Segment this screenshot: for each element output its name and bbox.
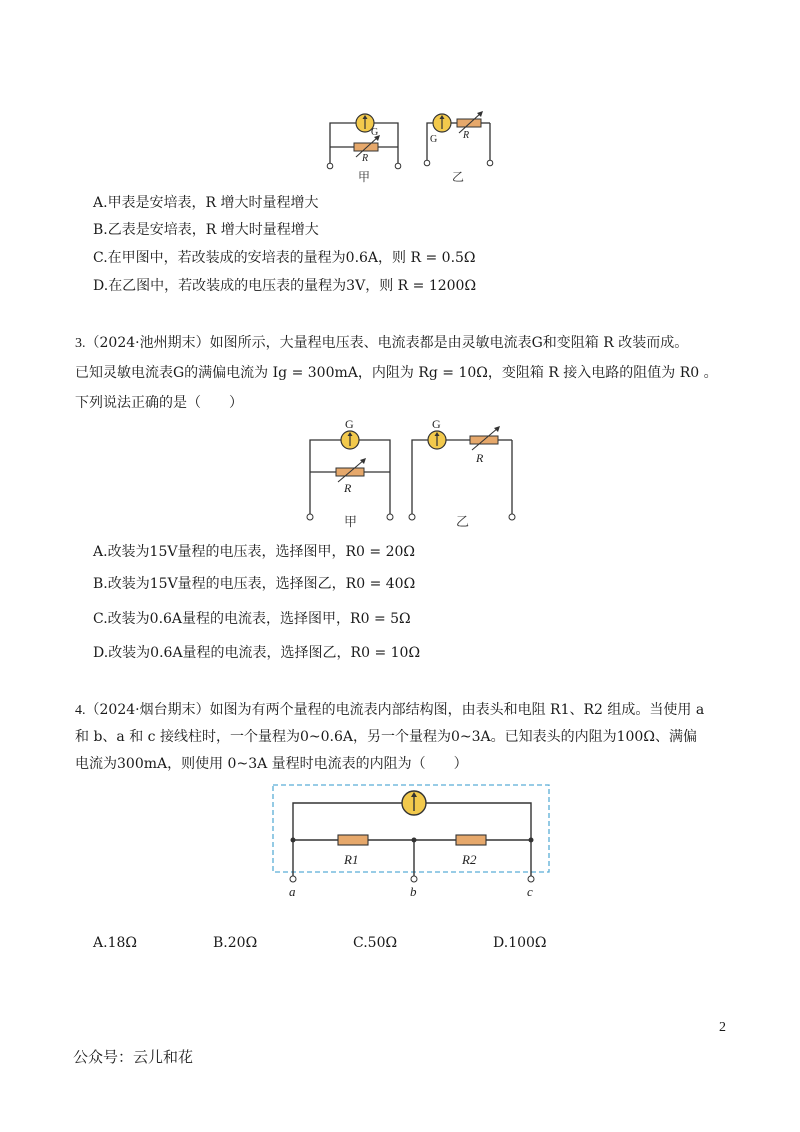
q2-fig-label-jia: 甲: [358, 170, 371, 184]
q2-circuit-figure: [320, 105, 510, 185]
option-letter: B.: [93, 576, 108, 592]
q4-text-1: 如图为有两个量程的电流表内部结构图，由表头和电阻 R1、R2 组成。当使用 a: [209, 702, 705, 718]
q3-option-b[interactable]: [93, 575, 415, 593]
q2-option-d[interactable]: [93, 277, 476, 295]
option-text: 20Ω: [227, 935, 258, 951]
q4-option-a[interactable]: [93, 934, 137, 952]
q2-option-c[interactable]: [93, 249, 476, 267]
option-text: 甲表是安培表，R 增大时量程增大: [107, 195, 319, 211]
q3-yi-resistor-icon: [470, 426, 500, 450]
q4-terminal-a: [290, 876, 296, 882]
footer-wechat-account: 公众号：云儿和花: [73, 1048, 194, 1066]
q2-yi-terminal-left: [424, 160, 430, 166]
q2-jia-g-label: G: [371, 127, 379, 138]
q2-yi-r-label: R: [463, 130, 470, 141]
option-text: 乙表是安培表，R 增大时量程增大: [107, 222, 319, 238]
q3-circuit-figure: [300, 420, 522, 530]
q3-yi-terminal-right: [509, 514, 515, 520]
option-text: 50Ω: [367, 935, 398, 951]
q2-jia-terminal-right: [395, 163, 401, 169]
q3-stem-line3: 下列说法正确的是（ ）: [75, 395, 243, 411]
option-letter: A.: [93, 544, 108, 560]
q3-text-1: 如图所示，大量程电压表、电流表都是由灵敏电流表G和变阻箱 R 改装而成。: [209, 335, 689, 351]
q3-stem-line2: 已知灵敏电流表G的满偏电流为 Ig = 300mA，内阻为 Rg = 10Ω，变阻箱 R 接入电路的阻值为 R0 。: [75, 365, 718, 381]
q2-yi-resistor-icon: [457, 111, 483, 133]
q2-fig-label-yi: 乙: [452, 170, 465, 184]
q3-jia-resistor-icon: [336, 458, 366, 482]
option-text: 在乙图中，若改装成的电压表的量程为3V，则 R = 1200Ω: [108, 278, 477, 294]
q4-stem-line3: 电流为300mA，则使用 0~3A 量程时电流表的内阻为（ ）: [75, 756, 468, 772]
q4-resistor-r2-icon: [456, 835, 486, 845]
option-letter: C.: [93, 611, 108, 627]
q4-option-c[interactable]: [353, 934, 397, 952]
q3-number: 3.: [75, 336, 86, 351]
option-text: 改装为15V量程的电压表，选择图甲，R0 = 20Ω: [107, 544, 415, 560]
q3-yi-r-label: R: [476, 451, 484, 465]
q3-option-d[interactable]: [93, 644, 420, 662]
q2-yi-terminal-right: [487, 160, 493, 166]
q2-jia-r-label: R: [362, 153, 369, 164]
q4-junction-c: [529, 838, 534, 843]
option-letter: C.: [353, 935, 368, 951]
option-letter: D.: [93, 278, 109, 294]
q3-jia-r-label: R: [344, 481, 352, 495]
option-text: 改装为0.6A量程的电流表，选择图乙，R0 = 10Ω: [108, 645, 421, 661]
q3-fig-label-jia: 甲: [344, 514, 358, 529]
option-text: 改装为15V量程的电压表，选择图乙，R0 = 40Ω: [107, 576, 416, 592]
q3-source: （2024·池州期末）: [85, 335, 210, 351]
q4-r2-label: R2: [462, 852, 477, 867]
q3-jia-g-label: G: [345, 420, 354, 431]
option-text: 在甲图中，若改装成的安培表的量程为0.6A，则 R = 0.5Ω: [107, 250, 476, 266]
q4-source: （2024·烟台期末）: [85, 702, 210, 718]
q4-stem-line2: 和 b、a 和 c 接线柱时，一个量程为0~0.6A，另一个量程为0~3A。已知表头的内阻为100Ω、满偏: [75, 729, 697, 745]
q3-jia-terminal-right: [387, 514, 393, 520]
q4-junction-a: [291, 838, 296, 843]
q4-option-b[interactable]: [213, 934, 257, 952]
q3-fig-label-yi: 乙: [456, 514, 470, 529]
q4-c-label: c: [527, 884, 533, 899]
q2-yi-galvanometer-icon: [433, 114, 451, 132]
option-letter: C.: [93, 250, 108, 266]
q4-stem-line1: [75, 701, 704, 720]
option-letter: D.: [493, 935, 509, 951]
option-text: 改装为0.6A量程的电流表，选择图甲，R0 = 5Ω: [107, 611, 411, 627]
option-letter: A.: [93, 195, 108, 211]
option-text: 18Ω: [107, 935, 137, 951]
q3-jia-galvanometer-icon: [341, 431, 359, 449]
q3-yi-galvanometer-icon: [428, 431, 446, 449]
option-letter: B.: [93, 222, 108, 238]
q4-option-d[interactable]: [493, 934, 547, 952]
q4-circuit-figure: [268, 782, 554, 902]
option-letter: B.: [213, 935, 228, 951]
q4-junction-b: [412, 838, 417, 843]
q4-number: 4.: [75, 703, 86, 718]
q4-b-label: b: [410, 884, 417, 899]
q2-jia-terminal-left: [327, 163, 333, 169]
q4-galvanometer-icon: [402, 791, 426, 815]
q2-option-b[interactable]: [93, 221, 319, 239]
option-text: 100Ω: [508, 935, 547, 951]
option-letter: A.: [93, 935, 108, 951]
q2-yi-g-label: G: [430, 134, 438, 145]
q4-terminal-b: [411, 876, 417, 882]
q3-option-c[interactable]: [93, 610, 411, 628]
q2-option-a[interactable]: [93, 194, 319, 212]
q4-r1-label: R1: [344, 852, 359, 867]
q4-resistor-r1-icon: [338, 835, 368, 845]
q3-yi-g-label: G: [432, 420, 441, 431]
q4-terminal-c: [528, 876, 534, 882]
page-number: 2: [719, 1020, 726, 1035]
q3-option-a[interactable]: [93, 543, 415, 561]
q3-stem-line1: [75, 334, 688, 353]
q4-a-label: a: [289, 884, 296, 899]
option-letter: D.: [93, 645, 109, 661]
q3-jia-terminal-left: [307, 514, 313, 520]
q3-yi-terminal-left: [409, 514, 415, 520]
